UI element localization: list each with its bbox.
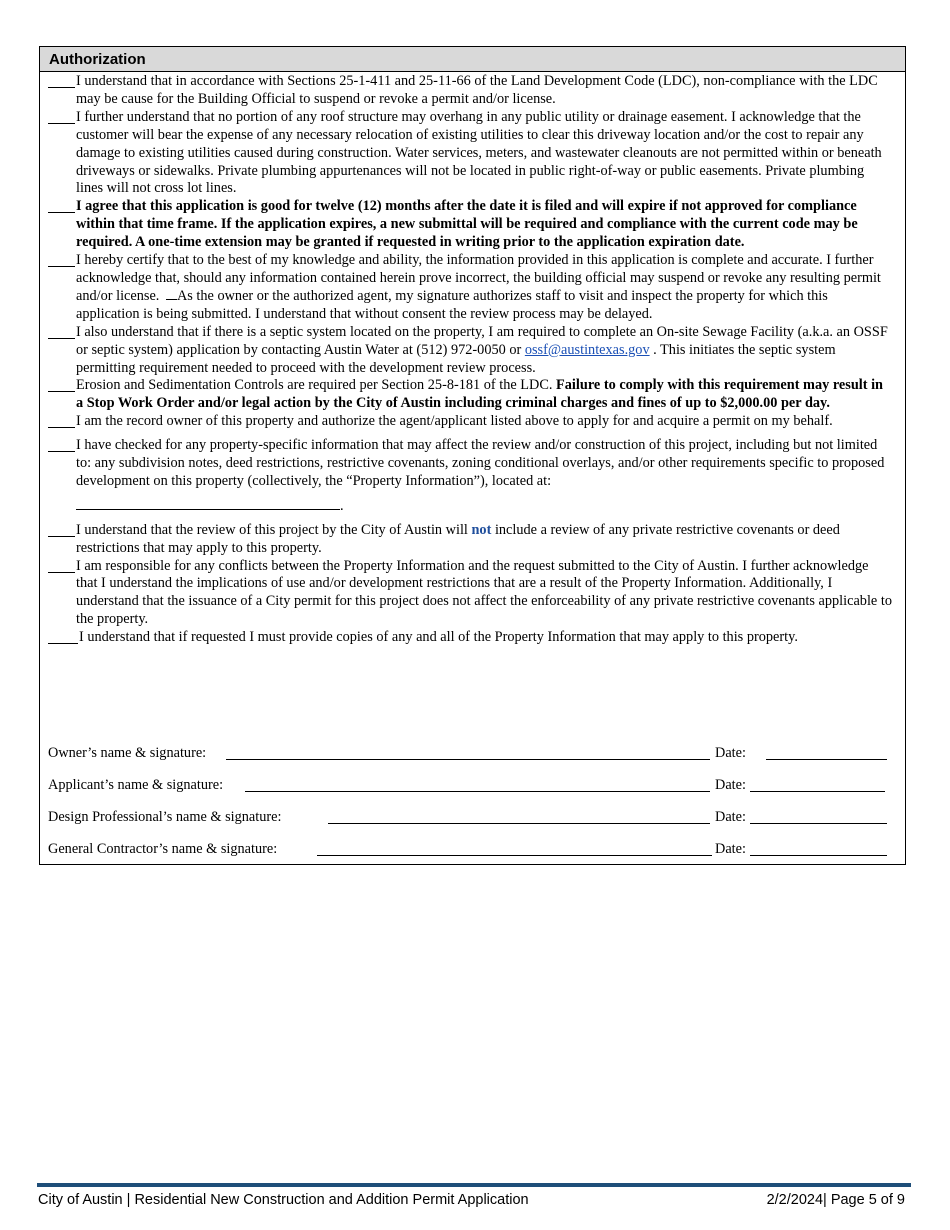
item-certification: I hereby certify that to the best of my knowledge and ability, the information provided in this application is complete and accurate. I further acknowledge that, should any information contained herein prove incorrect, the building official may suspend or revoke any resulting permit and/or license. As the owner or the authorized agent, my signature authorizes staff to visit and inspect the property for which this application is being submitted. I understand that without consent the review process may be delayed. (48, 252, 893, 324)
design-professional-signature-field[interactable] (328, 823, 710, 824)
item-restrictive-covenants: I understand that the review of this project by the City of Austin will not include a review of any private restrictive covenants or deed restrictions that may apply to this property. (48, 522, 893, 558)
item-ldc-compliance: I understand that in accordance with Sections 25-1-411 and 25-11-66 of the Land Development Code (LDC), non-compliance with the LDC may be cause for the Building Official to suspend or revoke a permit and/or license. (48, 73, 893, 109)
item-roof-overhang: I further understand that no portion of any roof structure may overhang in any public utility or drainage easement. I acknowledge that the customer will bear the expense of any necessary relocation of existing utilities to clear this driveway location and/or the cost to repair any damage to existing utilities caused during construction. Water services, meters, and wastewater cleanouts are not permitted within or beneath driveways or sidewalks. Private plumbing appurtenances will not be located in public right-of-way or public easements. Private plumbing lines will not cross lot lines. (48, 109, 893, 199)
initial-blank[interactable] (48, 73, 75, 88)
initial-blank[interactable] (48, 437, 75, 452)
authorization-section (39, 46, 906, 865)
initial-blank[interactable] (48, 198, 75, 213)
initial-blank[interactable] (48, 252, 75, 267)
inline-initial-blank[interactable] (166, 288, 177, 300)
design-professional-date-field[interactable] (750, 823, 887, 824)
initial-blank[interactable] (48, 413, 75, 428)
item-septic-system: I also understand that if there is a septic system located on the property, I am required to complete an On-site Sewage Facility (a.k.a. an OSSF or septic system) application by contacting Austin Water at (512) 972-0050 or ossf@austintexas.gov . This initiates the septic system permitting requirement needed to proceed with the development review process. (48, 324, 893, 378)
initial-blank[interactable] (48, 377, 75, 392)
ossf-email-link[interactable]: ossf@austintexas.gov (524, 341, 650, 358)
footer-page-info: 2/2/2024| Page 5 of 9 (766, 1192, 905, 1208)
owner-date-label: Date: (715, 745, 746, 761)
initial-blank[interactable] (48, 522, 75, 537)
design-professional-signature-label: Design Professional’s name & signature: (48, 809, 282, 825)
initial-blank[interactable] (48, 558, 75, 573)
initial-blank[interactable] (48, 109, 75, 124)
footer-rule (37, 1183, 911, 1187)
general-contractor-signature-label: General Contractor’s name & signature: (48, 841, 278, 857)
applicant-date-label: Date: (715, 777, 746, 793)
item-record-owner: I am the record owner of this property and authorize the agent/applicant listed above to apply for and acquire a permit on my behalf. (48, 413, 893, 431)
general-contractor-date-label: Date: (715, 841, 746, 857)
item-provide-copies: I understand that if requested I must provide copies of any and all of the Property Information that may apply to this property. (48, 629, 893, 647)
footer-document-title: City of Austin | Residential New Construction and Addition Permit Application (38, 1192, 529, 1208)
owner-date-field[interactable] (766, 759, 887, 760)
initial-blank[interactable] (48, 324, 75, 339)
item-erosion-controls: Erosion and Sedimentation Controls are required per Section 25-8-181 of the LDC. Failure to comply with this requirement may result in a Stop Work Order and/or legal action by the City of Austin including criminal charges and fines of up to $2,000.00 per day. (48, 377, 893, 413)
general-contractor-date-field[interactable] (750, 855, 887, 856)
design-professional-date-label: Date: (715, 809, 746, 825)
initial-blank[interactable] (48, 629, 78, 644)
owner-signature-field[interactable] (226, 759, 710, 760)
owner-signature-label: Owner’s name & signature: (48, 745, 207, 761)
general-contractor-signature-field[interactable] (317, 855, 712, 856)
applicant-date-field[interactable] (750, 791, 885, 792)
item-application-expiration: I agree that this application is good for twelve (12) months after the date it is filed and will expire if not approved for compliance within that time frame. If the application expires, a new submittal will be required and compliance with the current code may be required. A one-time extension may be granted if requested in writing prior to the application expiration date. (48, 198, 893, 252)
authorization-items (40, 72, 905, 647)
applicant-signature-field[interactable] (245, 791, 710, 792)
item-property-information: I have checked for any property-specific information that may affect the review and/or construction of this project, including but not limited to: any subdivision notes, deed restrictions, restrictive covenants, zoning conditional overlays, and/or other requirements specific to proposed development on this property (collectively, the “Property Information”), located at: . (48, 437, 893, 516)
applicant-signature-label: Applicant’s name & signature: (48, 777, 224, 793)
item-conflicts-responsibility: I am responsible for any conflicts between the Property Information and the request submitted to the City of Austin. I further acknowledge that I understand the implications of use and/or development restrictions that are a result of the Property Information. Additionally, I understand that the issuance of a City permit for this project does not affect the enforceability of any private restrictive covenants applicable to the property. (48, 558, 893, 630)
property-location-field[interactable] (76, 496, 340, 510)
section-title: Authorization (40, 47, 905, 72)
